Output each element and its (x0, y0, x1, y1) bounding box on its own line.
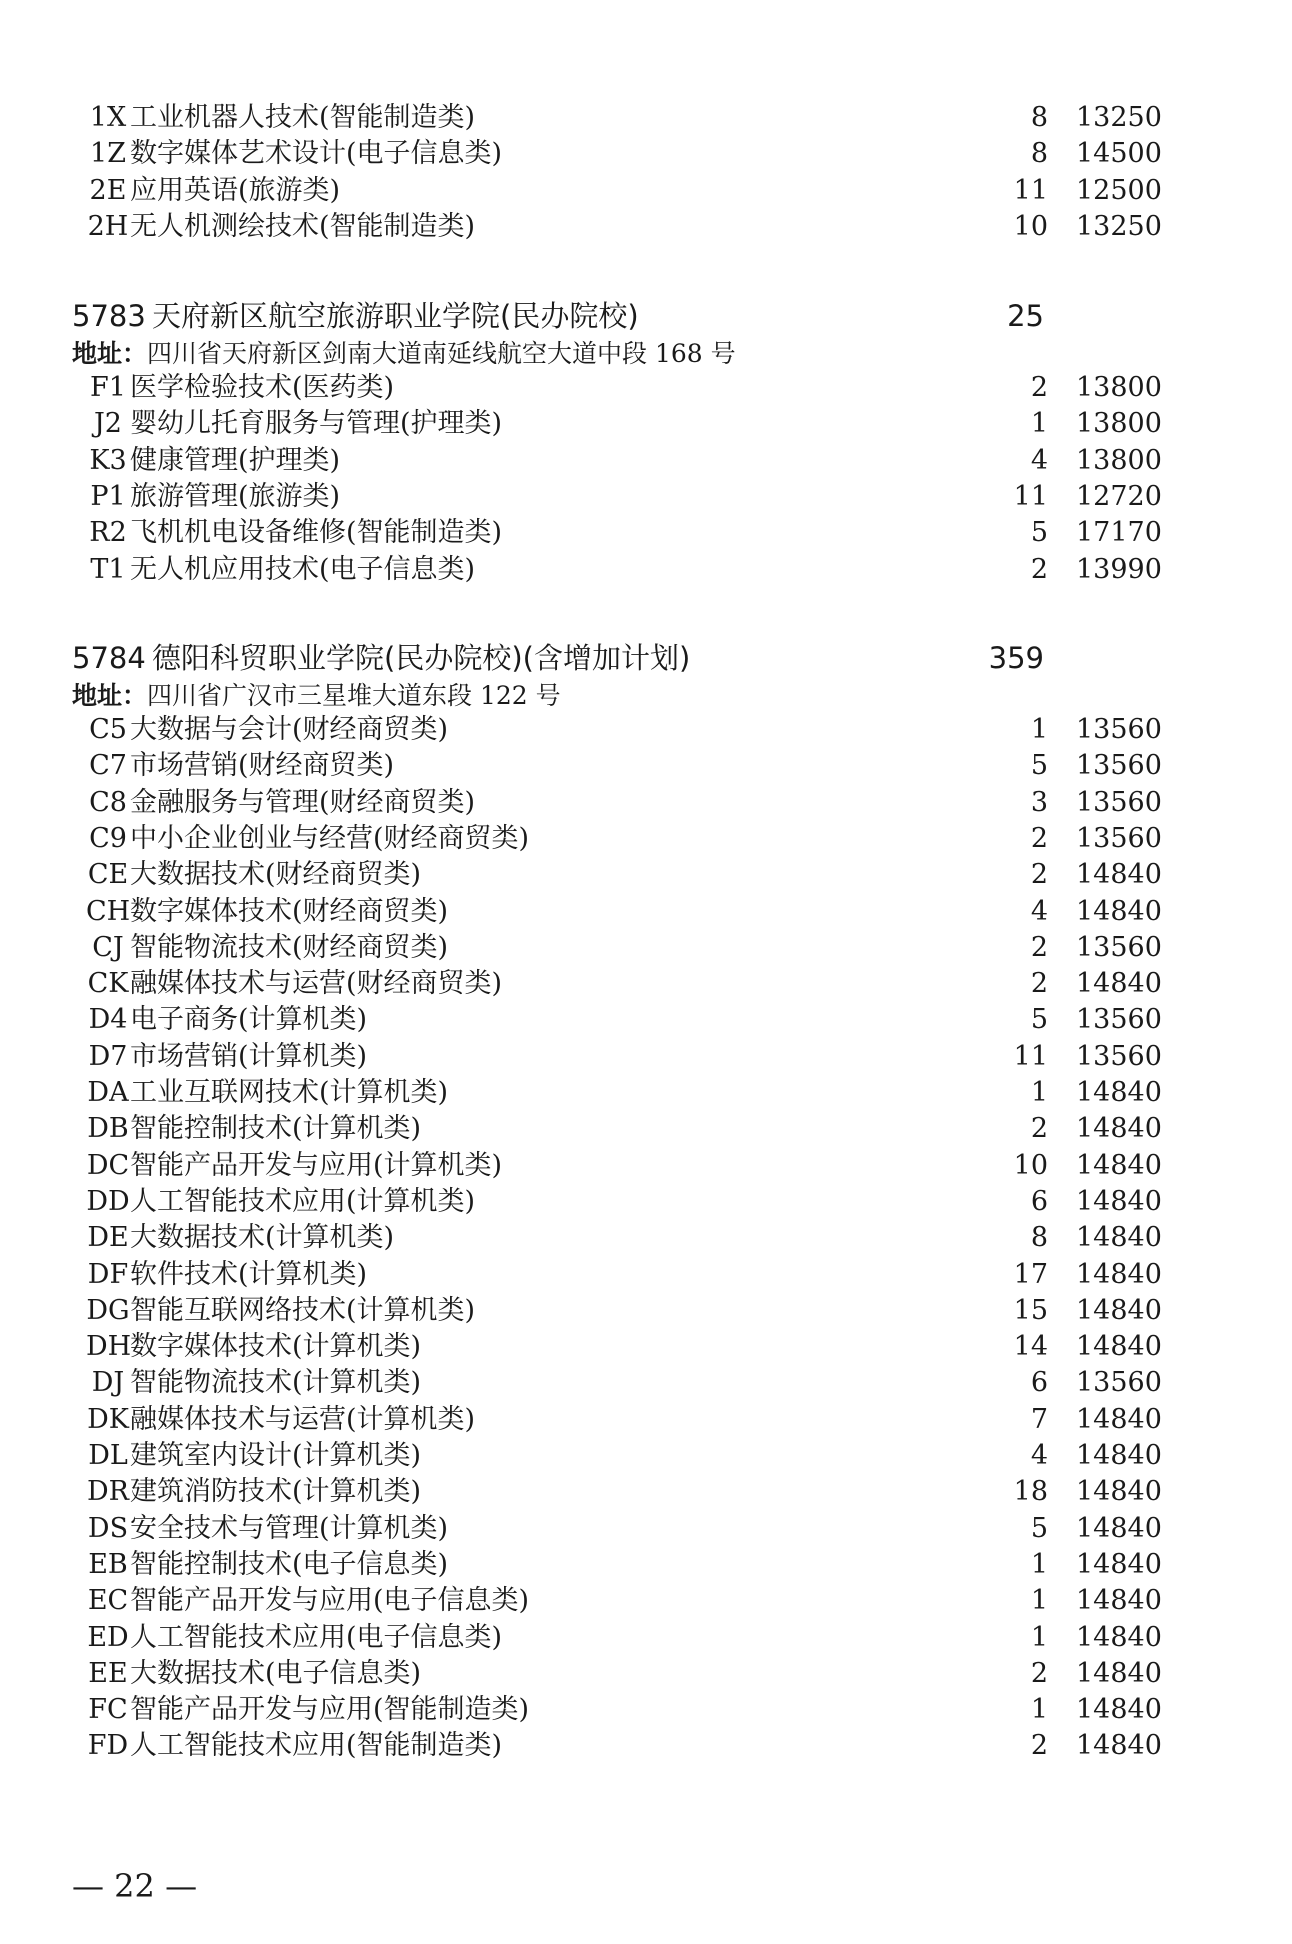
enrollment-count: 2 (1030, 553, 1048, 585)
major-code: DG (86, 1294, 130, 1326)
tuition-fee: 13800 (1076, 372, 1162, 403)
major-row (0, 1329, 1292, 1365)
tuition-fee: 13560 (1076, 822, 1162, 854)
major-row (0, 1293, 1292, 1329)
tuition-fee: 14840 (1076, 1294, 1162, 1326)
enrollment-count: 2 (1030, 822, 1048, 854)
major-name: 融媒体技术与运营(计算机类) (130, 1403, 476, 1435)
major-code: P1 (90, 480, 126, 512)
major-code: FC (88, 1694, 128, 1726)
major-row (0, 443, 1292, 479)
major-code: F1 (90, 372, 126, 403)
major-name: 人工智能技术应用(智能制造类) (130, 1730, 503, 1762)
tuition-fee: 14840 (1076, 1585, 1162, 1617)
major-row (0, 748, 1292, 784)
major-name: 智能产品开发与应用(电子信息类) (130, 1585, 530, 1617)
major-row (0, 1111, 1292, 1147)
tuition-fee: 14840 (1076, 859, 1162, 891)
school-address-5783 (72, 336, 736, 372)
major-name: 建筑消防技术(计算机类) (130, 1476, 422, 1508)
major-code: DH (86, 1331, 132, 1363)
school-name: 天府新区航空旅游职业学院(民办院校) (152, 299, 639, 333)
tuition-fee: 13560 (1076, 714, 1162, 745)
major-code: DA (87, 1077, 129, 1108)
tuition-fee: 13250 (1076, 102, 1162, 133)
major-name: 旅游管理(旅游类) (130, 480, 341, 512)
major-row (0, 966, 1292, 1002)
enrollment-count: 1 (1030, 714, 1048, 745)
tuition-fee: 14840 (1076, 1258, 1162, 1290)
tuition-fee: 17170 (1076, 517, 1162, 549)
major-code: EB (88, 1548, 128, 1580)
major-name: 安全技术与管理(计算机类) (130, 1512, 449, 1544)
major-row (0, 1620, 1292, 1656)
major-name: 数字媒体技术(计算机类) (130, 1331, 422, 1363)
enrollment-count: 5 (1030, 750, 1048, 782)
enrollment-count: 1 (1030, 408, 1048, 440)
tuition-fee: 13800 (1076, 408, 1162, 440)
major-code: DB (87, 1113, 129, 1145)
tuition-fee: 12720 (1076, 480, 1162, 512)
school-header-5784 (72, 636, 1272, 680)
tuition-fee: 14840 (1076, 1694, 1162, 1726)
tuition-fee: 13560 (1076, 750, 1162, 782)
major-code: 2E (89, 174, 127, 206)
major-code: DJ (91, 1367, 125, 1399)
tuition-fee: 14840 (1076, 1331, 1162, 1363)
major-code: D4 (88, 1004, 128, 1036)
tuition-fee: 13560 (1076, 786, 1162, 818)
major-name: 智能物流技术(财经商贸类) (130, 931, 449, 963)
tuition-fee: 14840 (1076, 895, 1162, 927)
major-code: CE (87, 859, 129, 891)
enrollment-count: 2 (1030, 859, 1048, 891)
major-code: C7 (89, 750, 127, 782)
tuition-fee: 14840 (1076, 1149, 1162, 1181)
enrollment-count: 1 (1030, 1621, 1048, 1653)
school-name: 德阳科贸职业学院(民办院校)(含增加计划) (152, 641, 691, 675)
enrollment-count: 2 (1030, 931, 1048, 963)
major-name: 医学检验技术(医药类) (130, 372, 395, 403)
major-name: 大数据技术(财经商贸类) (130, 859, 422, 891)
major-row (0, 894, 1292, 930)
major-code: DF (87, 1258, 129, 1290)
major-name: 健康管理(护理类) (130, 444, 341, 476)
enrollment-count: 1 (1030, 1077, 1048, 1108)
major-row (0, 552, 1292, 588)
enrollment-count: 3 (1030, 786, 1048, 818)
enrollment-count: 8 (1030, 102, 1048, 133)
major-code: FD (87, 1730, 129, 1762)
major-row (0, 1039, 1292, 1075)
major-name: 电子商务(计算机类) (130, 1004, 368, 1036)
enrollment-count: 7 (1030, 1403, 1048, 1435)
major-row (0, 1365, 1292, 1401)
major-name: 建筑室内设计(计算机类) (130, 1440, 422, 1471)
school-total: 25 (1007, 299, 1044, 333)
address-label: 地址： (72, 339, 148, 368)
major-code: DE (87, 1222, 129, 1254)
enrollment-count: 8 (1030, 138, 1048, 170)
major-name: 智能控制技术(计算机类) (130, 1113, 422, 1145)
tuition-fee: 14840 (1076, 1730, 1162, 1762)
enrollment-count: 11 (1013, 480, 1048, 512)
enrollment-count: 2 (1030, 372, 1048, 403)
major-code: CJ (92, 931, 124, 963)
major-row (0, 1511, 1292, 1547)
major-row (0, 1002, 1292, 1038)
major-name: 智能产品开发与应用(智能制造类) (130, 1694, 530, 1726)
major-code: J2 (93, 408, 122, 440)
major-name: 中小企业创业与经营(财经商贸类) (130, 822, 530, 854)
tuition-fee: 14840 (1076, 1512, 1162, 1544)
enrollment-count: 8 (1030, 1222, 1048, 1254)
major-name: 融媒体技术与运营(财经商贸类) (130, 968, 503, 1000)
tuition-fee: 14840 (1076, 1440, 1162, 1471)
school-id: 5784 (72, 641, 146, 675)
major-row (0, 857, 1292, 893)
enrollment-count: 14 (1013, 1331, 1048, 1363)
enrollment-count: 6 (1030, 1185, 1048, 1217)
major-code: EC (87, 1585, 129, 1617)
major-name: 软件技术(计算机类) (130, 1258, 368, 1290)
tuition-fee: 13560 (1076, 931, 1162, 963)
enrollment-count: 1 (1030, 1694, 1048, 1726)
major-row (0, 712, 1292, 748)
enrollment-count: 2 (1030, 968, 1048, 1000)
enrollment-count: 2 (1030, 1730, 1048, 1762)
major-row (0, 209, 1292, 245)
tuition-fee: 13250 (1076, 210, 1162, 242)
major-row (0, 821, 1292, 857)
major-name: 数字媒体技术(财经商贸类) (130, 895, 449, 927)
major-row (0, 1728, 1292, 1764)
major-name: 数字媒体艺术设计(电子信息类) (130, 138, 503, 170)
enrollment-count: 1 (1030, 1548, 1048, 1580)
tuition-fee: 14840 (1076, 1476, 1162, 1508)
major-name: 智能产品开发与应用(计算机类) (130, 1149, 503, 1181)
tuition-fee: 13800 (1076, 444, 1162, 476)
tuition-fee: 14840 (1076, 1657, 1162, 1689)
tuition-fee: 13560 (1076, 1040, 1162, 1072)
major-row (0, 1692, 1292, 1728)
enrollment-count: 10 (1013, 210, 1048, 242)
major-row (0, 785, 1292, 821)
major-row (0, 1075, 1292, 1111)
tuition-fee: 13560 (1076, 1004, 1162, 1036)
address-label: 地址： (72, 681, 148, 710)
tuition-fee: 13560 (1076, 1367, 1162, 1399)
enrollment-count: 17 (1013, 1258, 1048, 1290)
major-row (0, 1474, 1292, 1510)
major-row (0, 1184, 1292, 1220)
major-name: 大数据技术(计算机类) (130, 1222, 395, 1254)
major-code: K3 (89, 444, 127, 476)
enrollment-count: 11 (1013, 174, 1048, 206)
major-row (0, 1547, 1292, 1583)
enrollment-count: 5 (1030, 517, 1048, 549)
major-row (0, 100, 1292, 136)
major-code: C5 (89, 714, 127, 745)
page-number: — 22 — (72, 1867, 198, 1905)
major-code: T1 (90, 553, 126, 585)
enrollment-count: 18 (1013, 1476, 1048, 1508)
major-name: 智能物流技术(计算机类) (130, 1367, 422, 1399)
major-row (0, 1438, 1292, 1474)
major-name: 市场营销(财经商贸类) (130, 750, 395, 782)
tuition-fee: 13990 (1076, 553, 1162, 585)
major-code: CH (86, 895, 131, 927)
major-row (0, 406, 1292, 442)
major-code: 1X (89, 102, 127, 133)
major-code: 2H (87, 210, 129, 242)
major-row (0, 1220, 1292, 1256)
enrollment-count: 4 (1030, 895, 1048, 927)
major-code: DD (86, 1185, 130, 1217)
enrollment-count: 1 (1030, 1585, 1048, 1617)
major-name: 人工智能技术应用(计算机类) (130, 1185, 476, 1217)
major-name: 婴幼儿托育服务与管理(护理类) (130, 408, 503, 440)
major-row (0, 1583, 1292, 1619)
major-row (0, 1257, 1292, 1293)
major-code: EE (88, 1657, 128, 1689)
major-name: 市场营销(计算机类) (130, 1040, 368, 1072)
address-text: 四川省广汉市三星堆大道东段 122 号 (147, 681, 561, 710)
enrollment-count: 2 (1030, 1657, 1048, 1689)
major-code: C8 (89, 786, 127, 818)
major-name: 智能互联网络技术(计算机类) (130, 1294, 476, 1326)
tuition-fee: 14840 (1076, 1548, 1162, 1580)
tuition-fee: 14840 (1076, 1403, 1162, 1435)
enrollment-count: 4 (1030, 444, 1048, 476)
major-code: R2 (89, 517, 127, 549)
major-row (0, 515, 1292, 551)
enrollment-count: 11 (1013, 1040, 1048, 1072)
tuition-fee: 14840 (1076, 1077, 1162, 1108)
school-header-5783 (72, 294, 1272, 338)
major-row (0, 173, 1292, 209)
major-row (0, 930, 1292, 966)
major-code: 1Z (90, 138, 126, 170)
school-address-5784 (72, 678, 561, 714)
enrollment-count: 10 (1013, 1149, 1048, 1181)
major-row (0, 136, 1292, 172)
address-text: 四川省天府新区剑南大道南延线航空大道中段 168 号 (147, 339, 736, 368)
major-name: 飞机机电设备维修(智能制造类) (130, 517, 503, 549)
enrollment-count: 5 (1030, 1512, 1048, 1544)
tuition-fee: 12500 (1076, 174, 1162, 206)
major-row (0, 479, 1292, 515)
major-name: 大数据技术(电子信息类) (130, 1657, 422, 1689)
major-code: ED (87, 1621, 129, 1653)
school-id: 5783 (72, 299, 146, 333)
major-row (0, 1148, 1292, 1184)
major-name: 无人机应用技术(电子信息类) (130, 553, 476, 585)
enrollment-count: 15 (1013, 1294, 1048, 1326)
major-row (0, 1402, 1292, 1438)
enrollment-count: 4 (1030, 1440, 1048, 1471)
tuition-fee: 14840 (1076, 1222, 1162, 1254)
major-name: 人工智能技术应用(电子信息类) (130, 1621, 503, 1653)
major-name: 工业机器人技术(智能制造类) (130, 102, 476, 133)
tuition-fee: 14840 (1076, 1621, 1162, 1653)
major-code: DS (87, 1512, 129, 1544)
major-code: CK (87, 968, 129, 1000)
major-name: 金融服务与管理(财经商贸类) (130, 786, 476, 818)
tuition-fee: 14840 (1076, 1185, 1162, 1217)
major-name: 智能控制技术(电子信息类) (130, 1548, 449, 1580)
major-name: 无人机测绘技术(智能制造类) (130, 210, 476, 242)
tuition-fee: 14840 (1076, 968, 1162, 1000)
major-code: C9 (89, 822, 127, 854)
major-name: 工业互联网技术(计算机类) (130, 1077, 449, 1108)
school-total: 359 (988, 641, 1044, 675)
major-row (0, 370, 1292, 406)
enrollment-count: 5 (1030, 1004, 1048, 1036)
major-code: DR (87, 1476, 129, 1508)
major-name: 应用英语(旅游类) (130, 174, 341, 206)
major-code: DK (87, 1403, 129, 1435)
major-code: DL (88, 1440, 128, 1471)
enrollment-count: 6 (1030, 1367, 1048, 1399)
enrollment-count: 2 (1030, 1113, 1048, 1145)
major-code: DC (86, 1149, 130, 1181)
major-row (0, 1656, 1292, 1692)
tuition-fee: 14840 (1076, 1113, 1162, 1145)
tuition-fee: 14500 (1076, 138, 1162, 170)
major-code: D7 (88, 1040, 128, 1072)
major-name: 大数据与会计(财经商贸类) (130, 714, 449, 745)
